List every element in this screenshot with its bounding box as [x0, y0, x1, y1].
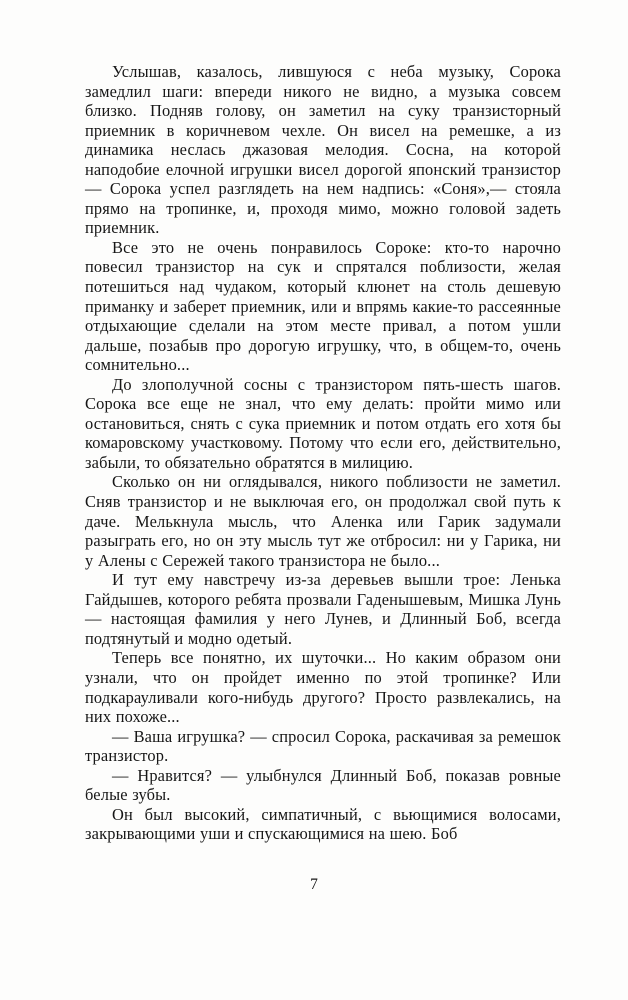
page-text-block [85, 62, 561, 844]
paragraph: Сколько он ни оглядывался, никого поблизости не заметил. Сняв транзистор и не выключая его, он продолжал свой путь к даче. Мелькнула мысль, что Аленка или Гарик задумали разыграть его, но он эту мысль тут же отбросил: ни у Гарика, ни у Алены с Сережей такого транзистора не было... [85, 472, 561, 570]
paragraph: Услышав, казалось, лившуюся с неба музыку, Сорока замедлил шаги: впереди никого не видно, а музыка совсем близко. Подняв голову, он заметил на суку транзисторный приемник в коричневом чехле. Он висел на ремешке, а из динамика неслась джазовая мелодия. Сосна, на которой наподобие елочной игрушки висел дорогой японский транзистор — Сорока успел разглядеть на нем надпись: «Соня»,— стояла прямо на тропинке, и, проходя мимо, можно головой задеть приемник. [85, 62, 561, 238]
paragraph: До злополучной сосны с транзистором пять-шесть шагов. Сорока все еще не знал, что ему делать: пройти мимо или остановиться, снять с сука приемник и потом отдать его хотя бы комаровскому участковому. Потому что если его, действительно, забыли, то обязательно обратятся в милицию. [85, 374, 561, 472]
paragraph: И тут ему навстречу из-за деревьев вышли трое: Ленька Гайдышев, которого ребята прозвали Гаденышевым, Мишка Лунь — настоящая фамилия у него Лунев, и Длинный Боб, всегда подтянутый и модно одетый. [85, 570, 561, 648]
paragraph: Теперь все понятно, их шуточки... Но каким образом они узнали, что он пройдет именно по этой тропинке? Или подкарауливали кого-нибудь другого? Просто развлекались, на них похоже... [85, 648, 561, 727]
paragraph: Все это не очень понравилось Сороке: кто-то нарочно повесил транзистор на сук и спрятался поблизости, желая потешиться над чудаком, который клюнет на столь дешевую приманку и заберет приемник, или и впрямь какие-то рассеянные отдыхающие сделали на этом месте привал, а потом ушли дальше, позабыв про дорогую игрушку, что, в общем-то, очень сомнительно... [85, 237, 561, 375]
page-number: 7 [310, 876, 318, 893]
dialogue-line: — Нравится? — улыбнулся Длинный Боб, показав ровные белые зубы. [85, 765, 561, 805]
paragraph: Он был высокий, симпатичный, с вьющимися волосами, закрывающими уши и спускающимися на шею. Боб [85, 804, 561, 844]
dialogue-line: — Ваша игрушка? — спросил Сорока, раскачивая за ремешок транзистор. [85, 726, 561, 766]
